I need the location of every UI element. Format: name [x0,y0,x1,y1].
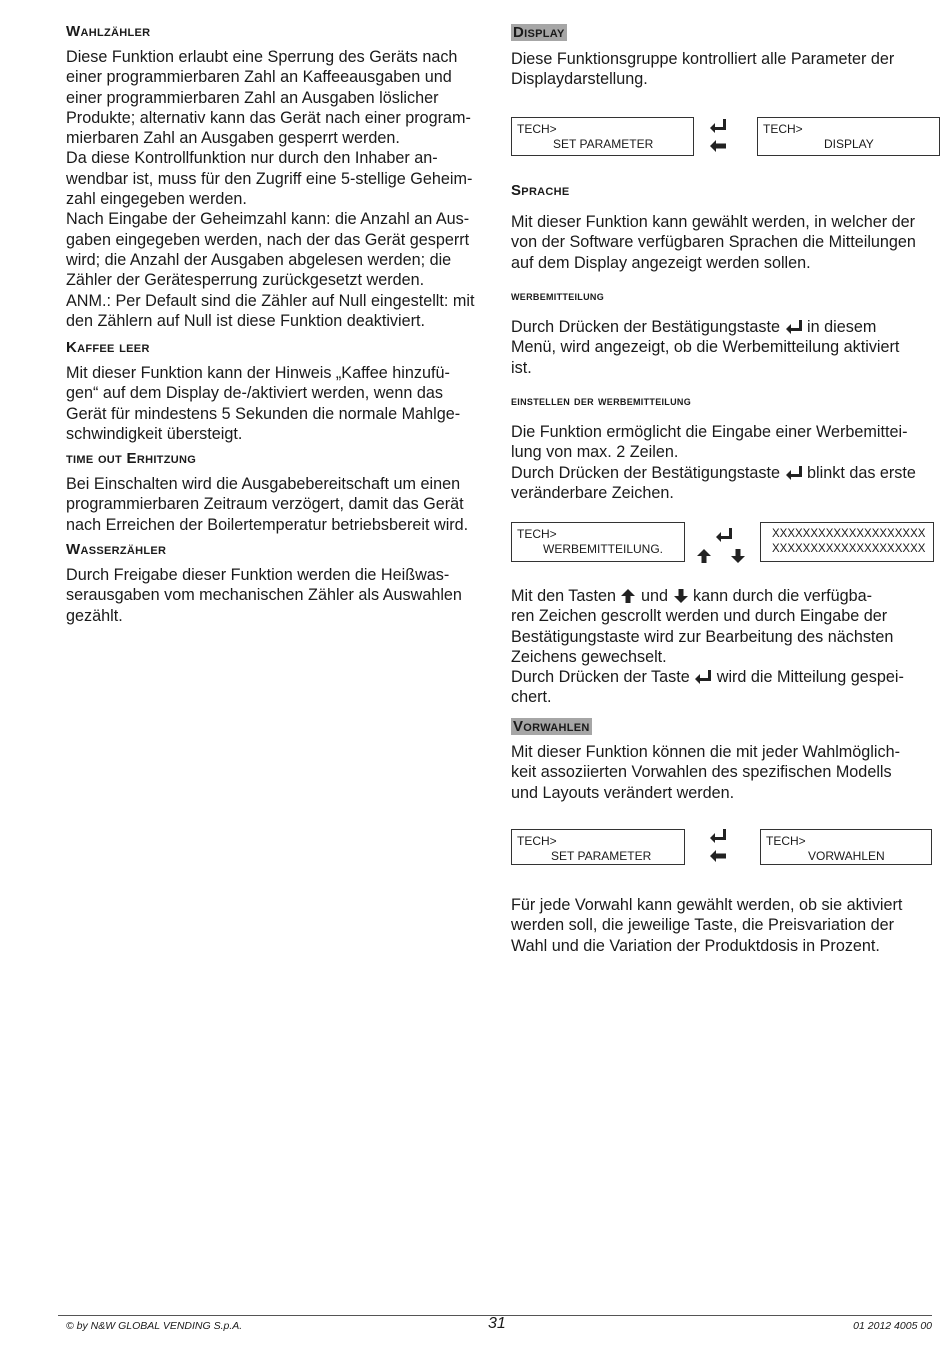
enter-key-icon [785,465,803,481]
text-line: und Layouts verändert werden. [511,783,735,802]
werbemitteilung-text [511,317,941,378]
text-span: Mit den Tasten [511,587,616,605]
text-span: Durch Drücken der Bestätigungstaste [511,318,781,336]
text-line: Nach Eingabe der Geheimzahl kann: die Anzahl an Aus- [66,210,470,229]
heading-werbemitteilung: werbemitteilung [511,288,604,303]
sprache-text [511,212,941,273]
text-line: ren Zeichen gescrollt werden und durch Eingabe der [511,607,888,626]
lcd-line-2: XXXXXXXXXXXXXXXXXXXX [772,543,926,555]
lcd-box-display [757,117,940,156]
text-line: Bestätigungstaste wird zur Bearbeitung des nächsten [511,627,894,646]
text-line: auf dem Display angezeigt werden sollen. [511,253,811,272]
lcd-line-1: TECH> [517,834,557,848]
text-line: einer programmierbaren Zahl an Ausgaben löslicher [66,88,439,107]
text-line: Mit dieser Funktion kann der Hinweis „Kaffee hinzufü- [66,364,450,382]
heading-einstellen: einstellen der werbemitteilung [511,393,691,408]
text-line [511,463,941,483]
text-line: Wahl und die Variation der Produktdosis in Prozent. [511,936,880,955]
heading-time-out: time out Erhitzung [66,450,197,467]
heading-sprache: Sprache [511,182,570,199]
text-line [511,586,941,606]
lcd-box-message [760,522,934,562]
text-line: Mit dieser Funktion können die mit jeder Wahlmöglich- [511,743,900,761]
text-span: Durch Drücken der Taste [511,668,690,687]
text-span: in diesem [807,318,877,336]
text-line: Da diese Kontrollfunktion nur durch den Inhaber an- [66,149,438,168]
vorwahlen-text [511,742,941,803]
text-span: blinkt das erste [807,463,916,482]
text-line: einer programmierbaren Zahl an Kaffeeausgaben und [66,68,452,87]
text-line: lung von max. 2 Zeilen. [511,443,679,462]
text-line: Zähler der Gerätesperrung zurückgesetzt werden. [66,271,425,290]
lcd-line-1: TECH> [517,122,557,136]
enter-key-icon [785,319,803,335]
text-line: wendbar ist, muss für den Zugriff eine 5-stellige Geheim- [66,169,473,188]
heading-wasserzaehler: Wasserzähler [66,541,167,558]
text-span: und [640,587,668,605]
page-number: 31 [488,1315,506,1332]
lcd-line-2: SET PARAMETER [553,137,654,151]
lcd-line-1: TECH> [763,122,803,136]
enter-key-icon [709,828,727,844]
text-line: Produkte; alternativ kann das Gerät nach einer program- [66,108,471,127]
text-line: keit assoziierten Vorwahlen des spezifischen Modells [511,763,892,782]
lcd-line-2: VORWAHLEN [808,849,885,863]
text-line [511,317,941,337]
text-line: Für jede Vorwahl kann gewählt werden, ob sie aktiviert [511,896,903,914]
text-line: von der Software verfügbaren Sprachen die Mitteilungen [511,233,916,252]
lcd-line-2: SET PARAMETER [551,849,652,863]
text-line: Gerät für mindestens 5 Sekunden die normale Mahlge- [66,404,461,423]
heading-kaffee-leer: Kaffee leer [66,339,150,356]
text-line [511,667,941,687]
heading-wahlzaehler: Wahlzähler [66,23,151,40]
text-line: nach Erreichen der Boilertemperatur betriebsbereit wird. [66,515,469,534]
lcd-box-set-parameter [511,117,694,156]
down-arrow-icon [673,588,689,604]
display-text [511,49,941,90]
text-line: Mit dieser Funktion kann gewählt werden, in welcher der [511,213,915,231]
einstellen-text-2 [511,586,941,708]
text-line: werden soll, die jeweilige Taste, die Preisvariation der [511,916,895,935]
wahlzaehler-text [66,47,496,331]
enter-key-icon [709,118,727,134]
einstellen-text [511,422,941,503]
lcd-line-2: DISPLAY [824,137,874,151]
text-line: gen“ auf dem Display de-/aktiviert werden, wenn das [66,384,443,403]
text-line: gaben eingegeben werden, nach der das Gerät gesperrt [66,230,470,249]
text-line: Displaydarstellung. [511,70,648,89]
text-line: Diese Funktion erlaubt eine Sperrung des Geräts nach [66,48,458,66]
lcd-box-set-parameter-2 [511,829,685,865]
heading-vorwahlen-label: Vorwahlen [513,718,590,735]
heading-display [511,24,567,41]
text-line: veränderbare Zeichen. [511,483,674,502]
text-line: zahl eingegeben werden. [66,190,247,209]
text-span: kann durch die verfügba- [693,587,873,605]
lcd-box-vorwahlen [760,829,932,865]
vorwahlen-text-2 [511,895,941,956]
enter-key-icon [694,669,712,685]
text-line: ANM.: Per Default sind die Zähler auf Null eingestellt: mit [66,291,475,310]
kaffee-leer-text [66,363,496,444]
text-line: Diese Funktionsgruppe kontrolliert alle Parameter der [511,50,895,68]
back-arrow-icon [709,848,727,864]
time-out-text [66,474,496,535]
heading-vorwahlen [511,718,592,735]
text-line: serausgaben vom mechanischen Zähler als Auswahlen [66,586,462,605]
wasserzaehler-text [66,565,496,626]
text-line: den Zählern auf Null ist diese Funktion deaktiviert. [66,311,426,330]
text-line: wird; die Anzahl der Ausgaben abgelesen werden; die [66,250,452,269]
lcd-box-werbemitteilung [511,522,685,562]
lcd-line-1: TECH> [517,527,557,541]
lcd-line-2: WERBEMITTEILUNG. [543,542,664,556]
back-arrow-icon [709,138,727,154]
text-line: ist. [511,358,532,377]
text-line: Durch Freigabe dieser Funktion werden die Heißwas- [66,566,450,584]
text-line: mierbaren Zahl an Ausgaben gesperrt werden. [66,129,400,148]
up-arrow-icon [620,588,636,604]
enter-key-icon [715,527,733,543]
footer-copyright: © by N&W GLOBAL VENDING S.p.A. [66,1320,243,1332]
lcd-line-1: TECH> [766,834,806,848]
text-line: schwindigkeit übersteigt. [66,424,243,443]
text-line: programmierbaren Zeitraum verzögert, damit das Gerät [66,495,464,514]
text-line: chert. [511,688,552,707]
text-line: Menü, wird angezeigt, ob die Werbemitteilung aktiviert [511,338,900,357]
heading-display-label: Display [513,24,565,41]
down-arrow-icon [730,548,746,564]
text-line: gezählt. [66,606,123,625]
text-span: Durch Drücken der Bestätigungstaste [511,463,781,482]
text-span: wird die Mitteilung gespei- [716,668,904,687]
text-line: Bei Einschalten wird die Ausgabebereitschaft um einen [66,475,461,493]
footer-doc-number: 01 2012 4005 00 [853,1320,932,1332]
up-arrow-icon [696,548,712,564]
lcd-line-1: XXXXXXXXXXXXXXXXXXXX [772,528,926,540]
text-line: Die Funktion ermöglicht die Eingabe einer Werbemittei- [511,423,908,441]
text-line: Zeichens gewechselt. [511,647,667,666]
